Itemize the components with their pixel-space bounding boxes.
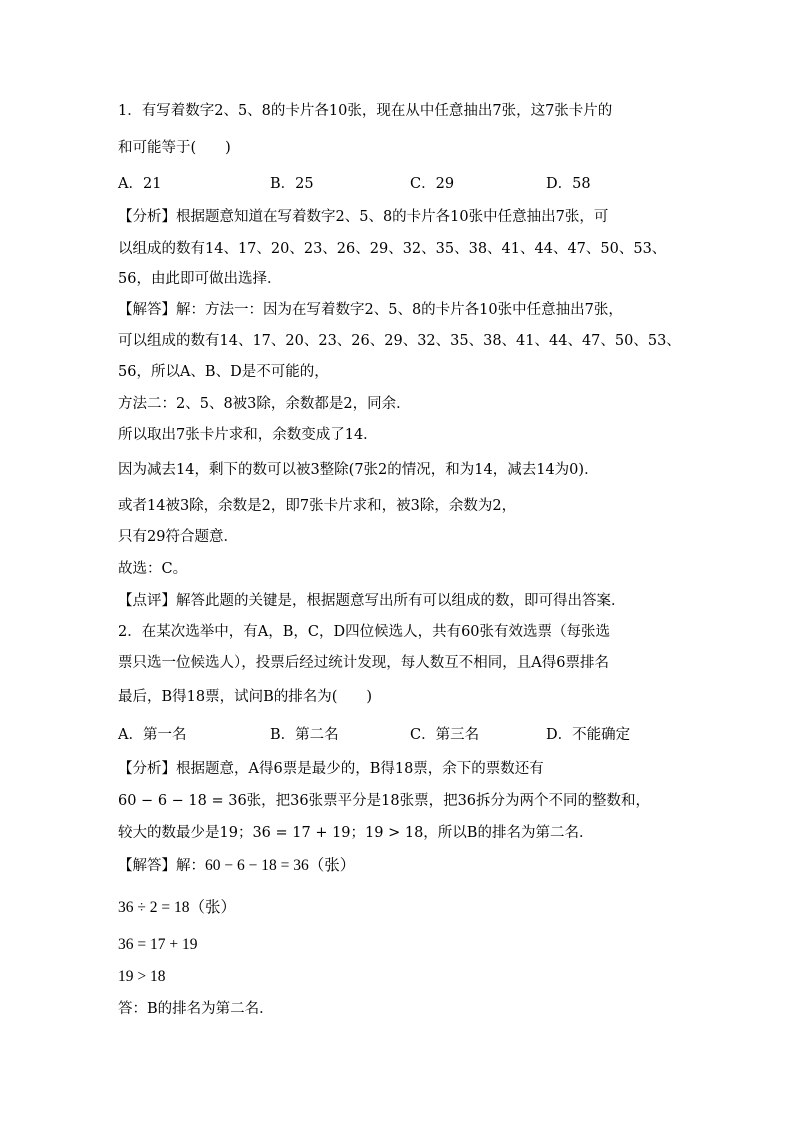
q2-analysis-line1: 【分析】根据题意，A得6票是最少的，B得18票，余下的票数还有 xyxy=(118,761,544,777)
q1-solution-line5: 所以取出7张卡片求和，余数变成了14． xyxy=(118,427,378,443)
q1-option-d: D．58 xyxy=(546,176,591,192)
q1-solution-line8: 只有29符合题意． xyxy=(118,529,238,545)
q2-analysis-line3: 较大的数最少是19；36 = 17 + 19；19 > 18，所以B的排名为第二名． xyxy=(118,825,594,841)
q2-solution-eq4: 19 > 18 xyxy=(118,968,166,985)
q2-stem-line1: 2．在某次选举中，有A，B，C，D四位候选人，共有60张有效选票（每张选 xyxy=(118,624,611,640)
q1-solution-line6: 因为减去14，剩下的数可以被3整除(7张2的情况，和为14，减去14为0)． xyxy=(118,462,599,478)
q2-solution-eq3: 36 = 17 + 19 xyxy=(118,936,198,953)
q1-solution-line1: 【解答】解：方法一：因为在写着数字2、5、8的卡片各10张中任意抽出7张， xyxy=(118,302,623,318)
q2-option-c: C．第三名 xyxy=(410,727,480,743)
q2-solution-eq2: 36 ÷ 2 = 18（张） xyxy=(118,899,236,916)
q2-answer: 答：B的排名为第二名． xyxy=(118,1001,274,1017)
q1-stem-line1: 1．有写着数字2、5、8的卡片各10张，现在从中任意抽出7张，这7张卡片的 xyxy=(118,103,613,119)
q1-stem-line2: 和可能等于( ) xyxy=(118,140,231,156)
q1-solution-line2: 可以组成的数有14、17、20、23、26、29、32、35、38、41、44、47、50、53、 xyxy=(118,333,681,349)
q1-analysis-line3: 56，由此即可做出选择． xyxy=(118,271,282,287)
q2-analysis-line2: 60 − 6 − 18 = 36张，把36张票平分是18张票，把36拆分为两个不同的整数和， xyxy=(118,793,651,809)
q2-solution-head xyxy=(118,858,355,874)
q2-solution-label: 【解答】解： xyxy=(118,858,205,874)
q1-option-c: C．29 xyxy=(410,176,455,192)
q1-solution-line4: 方法二：2、5、8被3除，余数都是2，同余． xyxy=(118,396,411,412)
q2-solution-eq1: 60 − 6 − 18 = 36（张） xyxy=(205,857,356,874)
q1-solution-line7: 或者14被3除，余数是2，即7张卡片求和，被3除，余数为2， xyxy=(118,498,517,514)
q2-stem-line2: 票只选一位候选人），投票后经过统计发现，每人数互不相同，且A得6票排名 xyxy=(118,655,609,671)
q2-option-b: B．第二名 xyxy=(270,727,339,743)
q1-option-a: A．21 xyxy=(118,176,162,192)
q1-option-b: B．25 xyxy=(270,176,314,192)
q1-solution-line3: 56，所以A、B、D是不可能的， xyxy=(118,364,329,380)
q2-option-d: D．不能确定 xyxy=(546,727,631,743)
q1-analysis-line1: 【分析】根据题意知道在写着数字2、5、8的卡片各10张中任意抽出7张，可 xyxy=(118,209,609,225)
q1-analysis-line2: 以组成的数有14、17、20、23、26、29、32、35、38、41、44、47、50、53、 xyxy=(118,241,667,257)
q2-stem-line3: 最后，B得18票，试问B的排名为( ) xyxy=(118,689,373,705)
q1-comment: 【点评】解答此题的关键是，根据题意写出所有可以组成的数，即可得出答案． xyxy=(118,593,626,609)
q2-option-a: A．第一名 xyxy=(118,727,187,743)
q1-answer: 故选：C。 xyxy=(118,561,188,577)
